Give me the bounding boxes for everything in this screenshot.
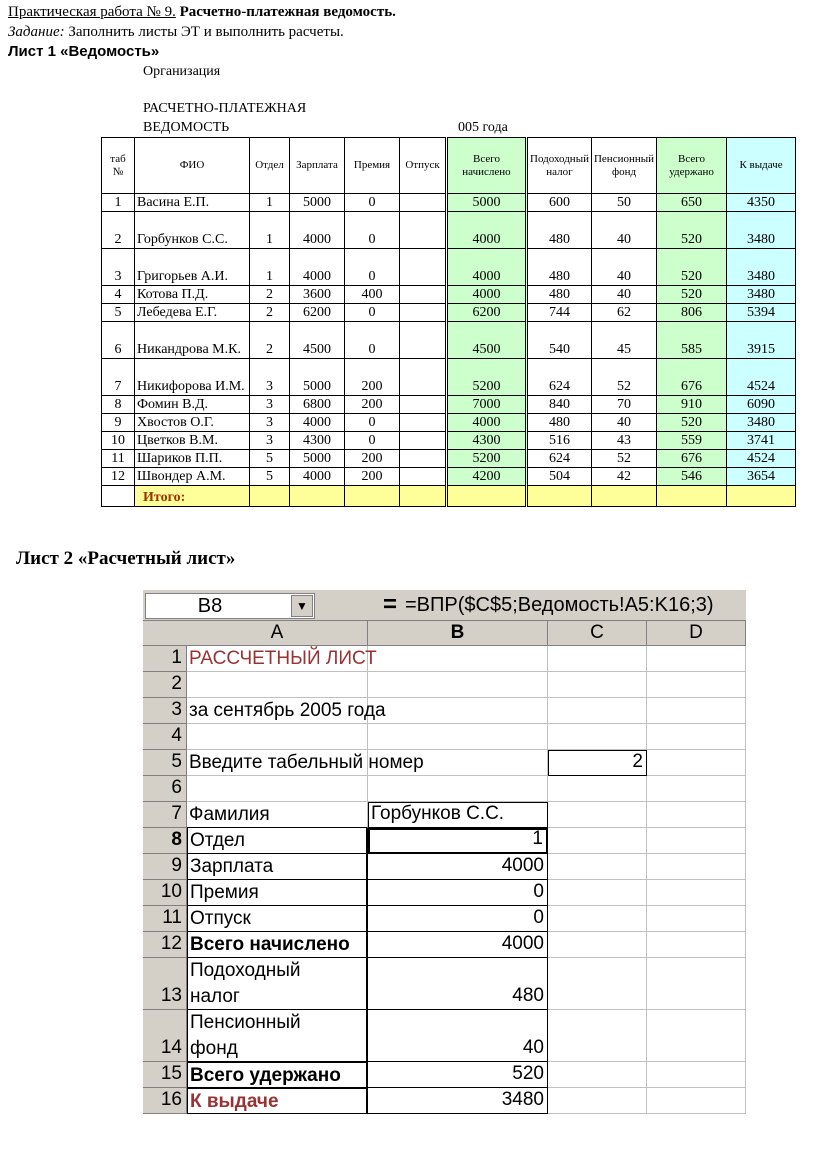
col-header-premiya: Премия: [345, 138, 400, 194]
total-cell: [400, 486, 447, 507]
vedomost-cell-otdel: 1: [250, 249, 290, 286]
cell-b12[interactable]: 4000: [368, 932, 548, 958]
cell-c1[interactable]: [548, 646, 647, 672]
vedomost-cell-fio: Швондер А.М.: [135, 468, 250, 486]
row-header-3[interactable]: 3: [143, 698, 187, 724]
vedomost-cell-n: 3: [102, 249, 135, 286]
cell-c6[interactable]: [548, 776, 647, 802]
cell-d8[interactable]: [647, 828, 746, 854]
vedomost-cell-fio: Никифорова И.М.: [135, 359, 250, 396]
vedomost-cell-vsego: 4000: [447, 286, 527, 304]
name-box[interactable]: [145, 593, 315, 619]
row-header-1[interactable]: 1: [143, 646, 187, 672]
total-cell: [447, 486, 527, 507]
vedomost-cell-n: 1: [102, 194, 135, 212]
row-header-12[interactable]: 12: [143, 932, 187, 958]
vedomost-cell-uder: 520: [657, 286, 727, 304]
vedomost-cell-vydacha: 4524: [727, 450, 796, 468]
cell-b7[interactable]: Горбунков С.С.: [368, 802, 548, 828]
column-header-b[interactable]: B: [368, 621, 548, 646]
vedomost-cell-uder: 650: [657, 194, 727, 212]
cell-b14[interactable]: 40: [368, 1010, 548, 1062]
vedomost-cell-uder: 910: [657, 396, 727, 414]
vedomost-cell-fio: Григорьев А.И.: [135, 249, 250, 286]
vedomost-cell-nalog: 624: [527, 450, 592, 468]
vedomost-title-2: ВЕДОМОСТЬ: [143, 120, 230, 135]
row-header-13[interactable]: 13: [143, 958, 187, 1010]
vedomost-row: [102, 468, 796, 486]
vedomost-cell-uder: 585: [657, 322, 727, 359]
vedomost-cell-otdel: 3: [250, 396, 290, 414]
vedomost-cell-prem: 0: [345, 322, 400, 359]
row-header-5[interactable]: 5: [143, 750, 187, 776]
vedomost-cell-n: 7: [102, 359, 135, 396]
vedomost-cell-prem: 0: [345, 212, 400, 249]
cell-c15[interactable]: [548, 1062, 647, 1088]
cell-b13[interactable]: 480: [368, 958, 548, 1010]
cell-c12[interactable]: [548, 932, 647, 958]
cell-c3[interactable]: [548, 698, 647, 724]
cell-c10[interactable]: [548, 880, 647, 906]
vedomost-cell-vsego: 4300: [447, 432, 527, 450]
vedomost-cell-pf: 62: [591, 304, 656, 322]
row-header-11[interactable]: 11: [143, 906, 187, 932]
vedomost-cell-uder: 676: [657, 450, 727, 468]
practical-number: Практическая работа № 9.: [8, 4, 176, 20]
task-line: [8, 24, 344, 41]
vedomost-cell-zp: 6200: [290, 304, 345, 322]
col-header-otdel: Отдел: [250, 138, 290, 194]
vedomost-cell-pf: 52: [591, 359, 656, 396]
vedomost-cell-n: 9: [102, 414, 135, 432]
vedomost-cell-vsego: 4000: [447, 212, 527, 249]
chevron-down-icon[interactable]: ▼: [291, 595, 313, 617]
vedomost-cell-otp: [400, 450, 447, 468]
vedomost-cell-uder: 520: [657, 212, 727, 249]
cell-d10[interactable]: [647, 880, 746, 906]
cell-a13-line1: Подоходный: [190, 960, 301, 981]
vedomost-row: [102, 450, 796, 468]
cell-d13[interactable]: [647, 958, 746, 1010]
col-header-uderzhano: Всего удержано: [657, 138, 727, 194]
vedomost-cell-pf: 50: [591, 194, 656, 212]
vedomost-cell-vydacha: 3480: [727, 286, 796, 304]
cell-b10[interactable]: 0: [368, 880, 548, 906]
vedomost-cell-n: 10: [102, 432, 135, 450]
vedomost-cell-prem: 0: [345, 249, 400, 286]
vedomost-cell-prem: 0: [345, 414, 400, 432]
task-label: Задание:: [8, 24, 65, 40]
vedomost-cell-zp: 3600: [290, 286, 345, 304]
vedomost-cell-fio: Никандрова М.К.: [135, 322, 250, 359]
vedomost-cell-zp: 5000: [290, 450, 345, 468]
vedomost-cell-otdel: 5: [250, 450, 290, 468]
vedomost-cell-otp: [400, 468, 447, 486]
cell-c13[interactable]: [548, 958, 647, 1010]
row-header-10[interactable]: 10: [143, 880, 187, 906]
cell-d16[interactable]: [647, 1088, 746, 1114]
vedomost-cell-pf: 45: [591, 322, 656, 359]
cell-d14[interactable]: [647, 1010, 746, 1062]
vedomost-cell-vsego: 5000: [447, 194, 527, 212]
vedomost-cell-pf: 52: [591, 450, 656, 468]
vedomost-cell-fio: Фомин В.Д.: [135, 396, 250, 414]
col-header-zarplata: Зарплата: [290, 138, 345, 194]
cell-d2[interactable]: [647, 672, 746, 698]
vedomost-cell-prem: 200: [345, 359, 400, 396]
vedomost-cell-otp: [400, 194, 447, 212]
vedomost-row: [102, 432, 796, 450]
cell-a15[interactable]: Всего удержано: [187, 1062, 368, 1088]
cell-c16[interactable]: [548, 1088, 647, 1114]
vedomost-cell-vydacha: 3915: [727, 322, 796, 359]
vedomost-cell-fio: Хвостов О.Г.: [135, 414, 250, 432]
vedomost-cell-vsego: 4000: [447, 249, 527, 286]
vedomost-cell-uder: 520: [657, 249, 727, 286]
cell-b15[interactable]: 520: [368, 1062, 548, 1088]
vedomost-cell-otp: [400, 396, 447, 414]
vedomost-cell-prem: 200: [345, 450, 400, 468]
vedomost-cell-uder: 559: [657, 432, 727, 450]
cell-b5[interactable]: [368, 750, 548, 776]
vedomost-cell-vsego: 4000: [447, 414, 527, 432]
vedomost-cell-zp: 4500: [290, 322, 345, 359]
practical-title: Расчетно-платежная ведомость.: [179, 4, 396, 20]
cell-c5[interactable]: 2: [548, 750, 647, 776]
vedomost-cell-n: 2: [102, 212, 135, 249]
column-header-d[interactable]: D: [647, 621, 746, 646]
vedomost-row: [102, 194, 796, 212]
cell-a13-line2: налог: [190, 986, 240, 1007]
cell-a4[interactable]: [187, 724, 368, 750]
vedomost-cell-fio: Лебедева Е.Г.: [135, 304, 250, 322]
vedomost-cell-otp: [400, 304, 447, 322]
vedomost-cell-nalog: 516: [527, 432, 592, 450]
vedomost-cell-vsego: 4200: [447, 468, 527, 486]
vedomost-cell-otdel: 3: [250, 359, 290, 396]
select-all-corner[interactable]: [143, 621, 188, 646]
vedomost-cell-otp: [400, 249, 447, 286]
vedomost-cell-pf: 40: [591, 286, 656, 304]
vedomost-cell-pf: 43: [591, 432, 656, 450]
vedomost-cell-vsego: 7000: [447, 396, 527, 414]
vedomost-cell-vydacha: 3480: [727, 249, 796, 286]
vedomost-cell-n: 5: [102, 304, 135, 322]
cell-a5[interactable]: Введите табельный номер: [187, 750, 368, 776]
vedomost-cell-nalog: 480: [527, 212, 592, 249]
vedomost-cell-vydacha: 3654: [727, 468, 796, 486]
vedomost-cell-zp: 4000: [290, 468, 345, 486]
vedomost-cell-otdel: 2: [250, 286, 290, 304]
vedomost-cell-prem: 200: [345, 396, 400, 414]
formula-bar: [143, 590, 746, 621]
vedomost-cell-prem: 0: [345, 432, 400, 450]
vedomost-cell-otdel: 2: [250, 322, 290, 359]
vedomost-cell-fio: Васина Е.П.: [135, 194, 250, 212]
vedomost-row: [102, 396, 796, 414]
cell-b6[interactable]: [368, 776, 548, 802]
vedomost-row: [102, 304, 796, 322]
vedomost-cell-otp: [400, 322, 447, 359]
vedomost-cell-prem: 0: [345, 194, 400, 212]
total-cell: [345, 486, 400, 507]
cell-d1[interactable]: [647, 646, 746, 672]
cell-d15[interactable]: [647, 1062, 746, 1088]
row-header-15[interactable]: 15: [143, 1062, 187, 1088]
vedomost-cell-prem: 200: [345, 468, 400, 486]
vedomost-cell-otdel: 3: [250, 414, 290, 432]
cell-b16[interactable]: 3480: [368, 1088, 548, 1114]
vedomost-cell-vydacha: 5394: [727, 304, 796, 322]
vedomost-cell-nalog: 480: [527, 286, 592, 304]
total-cell: [290, 486, 345, 507]
cell-b11[interactable]: 0: [368, 906, 548, 932]
vedomost-cell-fio: Котова П.Д.: [135, 286, 250, 304]
vedomost-row: [102, 286, 796, 304]
cell-b8[interactable]: 1: [368, 828, 548, 854]
vedomost-cell-otdel: 3: [250, 432, 290, 450]
cell-a10[interactable]: Премия: [187, 880, 368, 906]
vedomost-cell-vydacha: 6090: [727, 396, 796, 414]
vedomost-cell-pf: 42: [591, 468, 656, 486]
vedomost-cell-otdel: 5: [250, 468, 290, 486]
vedomost-cell-prem: 0: [345, 304, 400, 322]
cell-b9[interactable]: 4000: [368, 854, 548, 880]
vedomost-cell-uder: 520: [657, 414, 727, 432]
cell-a16[interactable]: К выдаче: [187, 1088, 368, 1114]
cell-d7[interactable]: [647, 802, 746, 828]
vedomost-cell-otp: [400, 212, 447, 249]
vedomost-header-row: [102, 138, 796, 194]
vedomost-row: [102, 414, 796, 432]
vedomost-cell-nalog: 840: [527, 396, 592, 414]
equals-sign: =: [383, 591, 398, 618]
cell-d4[interactable]: [647, 724, 746, 750]
vedomost-cell-uder: 546: [657, 468, 727, 486]
sheet2-title: Лист 2 «Расчетный лист»: [16, 548, 236, 569]
vedomost-cell-uder: 806: [657, 304, 727, 322]
cell-c14[interactable]: [548, 1010, 647, 1062]
vedomost-cell-zp: 4000: [290, 414, 345, 432]
vedomost-cell-vydacha: 4350: [727, 194, 796, 212]
cell-b1[interactable]: [368, 646, 548, 672]
cell-a3[interactable]: за сентябрь 2005 года: [187, 698, 368, 724]
total-cell: [657, 486, 727, 507]
vedomost-cell-vydacha: 3480: [727, 212, 796, 249]
cell-c8[interactable]: [548, 828, 647, 854]
vedomost-cell-vydacha: 3480: [727, 414, 796, 432]
col-header-otpusk: Отпуск: [400, 138, 447, 194]
row-header-4[interactable]: 4: [143, 724, 187, 750]
vedomost-year: 005 года: [458, 120, 508, 135]
total-cell: [527, 486, 592, 507]
cell-a1[interactable]: РАССЧЕТНЫЙ ЛИСТ: [187, 646, 368, 672]
vedomost-title-1: РАСЧЕТНО-ПЛАТЕЖНАЯ: [143, 101, 307, 116]
cell-a6[interactable]: [187, 776, 368, 802]
vedomost-cell-nalog: 504: [527, 468, 592, 486]
vedomost-cell-zp: 5000: [290, 359, 345, 396]
vedomost-total-row: [102, 486, 796, 507]
vedomost-cell-pf: 40: [591, 212, 656, 249]
row-header-16[interactable]: 16: [143, 1088, 187, 1114]
total-cell: [727, 486, 796, 507]
cell-c4[interactable]: [548, 724, 647, 750]
vedomost-cell-vsego: 6200: [447, 304, 527, 322]
row-header-8[interactable]: 8: [143, 828, 187, 854]
column-header-c[interactable]: C: [548, 621, 647, 646]
cell-d6[interactable]: [647, 776, 746, 802]
vedomost-cell-fio: Шариков П.П.: [135, 450, 250, 468]
vedomost-row: [102, 322, 796, 359]
vedomost-cell-fio: Горбунков С.С.: [135, 212, 250, 249]
vedomost-table: [101, 137, 796, 507]
vedomost-cell-prem: 400: [345, 286, 400, 304]
total-cell: [591, 486, 656, 507]
cell-a9[interactable]: Зарплата: [187, 854, 368, 880]
vedomost-cell-n: 4: [102, 286, 135, 304]
vedomost-row: [102, 249, 796, 286]
cell-a7[interactable]: Фамилия: [187, 802, 368, 828]
vedomost-cell-pf: 40: [591, 249, 656, 286]
total-label: Итого:: [135, 486, 250, 507]
vedomost-cell-zp: 4300: [290, 432, 345, 450]
vedomost-cell-n: 8: [102, 396, 135, 414]
cell-b3[interactable]: [368, 698, 548, 724]
cell-c2[interactable]: [548, 672, 647, 698]
vedomost-cell-nalog: 624: [527, 359, 592, 396]
vedomost-cell-otp: [400, 414, 447, 432]
vedomost-cell-zp: 4000: [290, 249, 345, 286]
vedomost-cell-zp: 5000: [290, 194, 345, 212]
vedomost-cell-zp: 6800: [290, 396, 345, 414]
vedomost-cell-nalog: 744: [527, 304, 592, 322]
col-header-nalog: Подоходный налог: [527, 138, 592, 194]
row-header-14[interactable]: 14: [143, 1010, 187, 1062]
vedomost-cell-nalog: 540: [527, 322, 592, 359]
vedomost-cell-nalog: 480: [527, 249, 592, 286]
cell-c7[interactable]: [548, 802, 647, 828]
cell-d3[interactable]: [647, 698, 746, 724]
col-header-pf: Пенсионный фонд: [591, 138, 656, 194]
vedomost-cell-n: 11: [102, 450, 135, 468]
vedomost-cell-nalog: 600: [527, 194, 592, 212]
name-box-value: B8: [197, 595, 223, 617]
cell-a14-line2: фонд: [190, 1038, 238, 1059]
vedomost-cell-otdel: 2: [250, 304, 290, 322]
total-blank-cell: [102, 486, 135, 507]
vedomost-cell-otp: [400, 286, 447, 304]
col-header-vsego: Всего начислено: [447, 138, 527, 194]
cell-a11[interactable]: Отпуск: [187, 906, 368, 932]
formula-input[interactable]: =ВПР($C$5;Ведомость!A5:K16;3): [405, 594, 714, 616]
cell-d11[interactable]: [647, 906, 746, 932]
cell-a12[interactable]: Всего начислено: [187, 932, 368, 958]
cell-a13[interactable]: [187, 958, 368, 1010]
vedomost-cell-uder: 676: [657, 359, 727, 396]
col-header-k-vydache: К выдаче: [727, 138, 796, 194]
vedomost-cell-fio: Цветков В.М.: [135, 432, 250, 450]
row-header-6[interactable]: 6: [143, 776, 187, 802]
vedomost-cell-vsego: 5200: [447, 359, 527, 396]
cell-c11[interactable]: [548, 906, 647, 932]
row-header-2[interactable]: 2: [143, 672, 187, 698]
task-text: Заполнить листы ЭТ и выполнить расчеты.: [68, 24, 344, 40]
column-header-a[interactable]: A: [187, 621, 368, 646]
vedomost-cell-vydacha: 3741: [727, 432, 796, 450]
vedomost-cell-vydacha: 4524: [727, 359, 796, 396]
vedomost-cell-pf: 40: [591, 414, 656, 432]
col-header-fio: ФИО: [135, 138, 250, 194]
cell-b4[interactable]: [368, 724, 548, 750]
total-cell: [250, 486, 290, 507]
cell-d9[interactable]: [647, 854, 746, 880]
excel-window: [143, 590, 746, 1130]
vedomost-cell-n: 6: [102, 322, 135, 359]
vedomost-cell-vsego: 5200: [447, 450, 527, 468]
vedomost-cell-pf: 70: [591, 396, 656, 414]
cell-d5[interactable]: [647, 750, 746, 776]
vedomost-cell-nalog: 480: [527, 414, 592, 432]
row-header-7[interactable]: 7: [143, 802, 187, 828]
vedomost-cell-vsego: 4500: [447, 322, 527, 359]
vedomost-cell-otp: [400, 359, 447, 396]
vedomost-cell-otp: [400, 432, 447, 450]
cell-c9[interactable]: [548, 854, 647, 880]
sheet1-title: Лист 1 «Ведомость»: [8, 43, 160, 60]
cell-b2[interactable]: [368, 672, 548, 698]
cell-a8[interactable]: Отдел: [187, 828, 368, 854]
practical-heading: [8, 4, 396, 21]
vedomost-cell-otdel: 1: [250, 212, 290, 249]
vedomost-cell-zp: 4000: [290, 212, 345, 249]
cell-a2[interactable]: [187, 672, 368, 698]
row-header-9[interactable]: 9: [143, 854, 187, 880]
org-label: Организация: [143, 64, 221, 79]
cell-a14[interactable]: [187, 1010, 368, 1062]
vedomost-cell-n: 12: [102, 468, 135, 486]
vedomost-cell-otdel: 1: [250, 194, 290, 212]
vedomost-row: [102, 359, 796, 396]
cell-d12[interactable]: [647, 932, 746, 958]
col-header-tab: таб №: [102, 138, 135, 194]
vedomost-row: [102, 212, 796, 249]
cell-a14-line1: Пенсионный: [190, 1012, 301, 1033]
